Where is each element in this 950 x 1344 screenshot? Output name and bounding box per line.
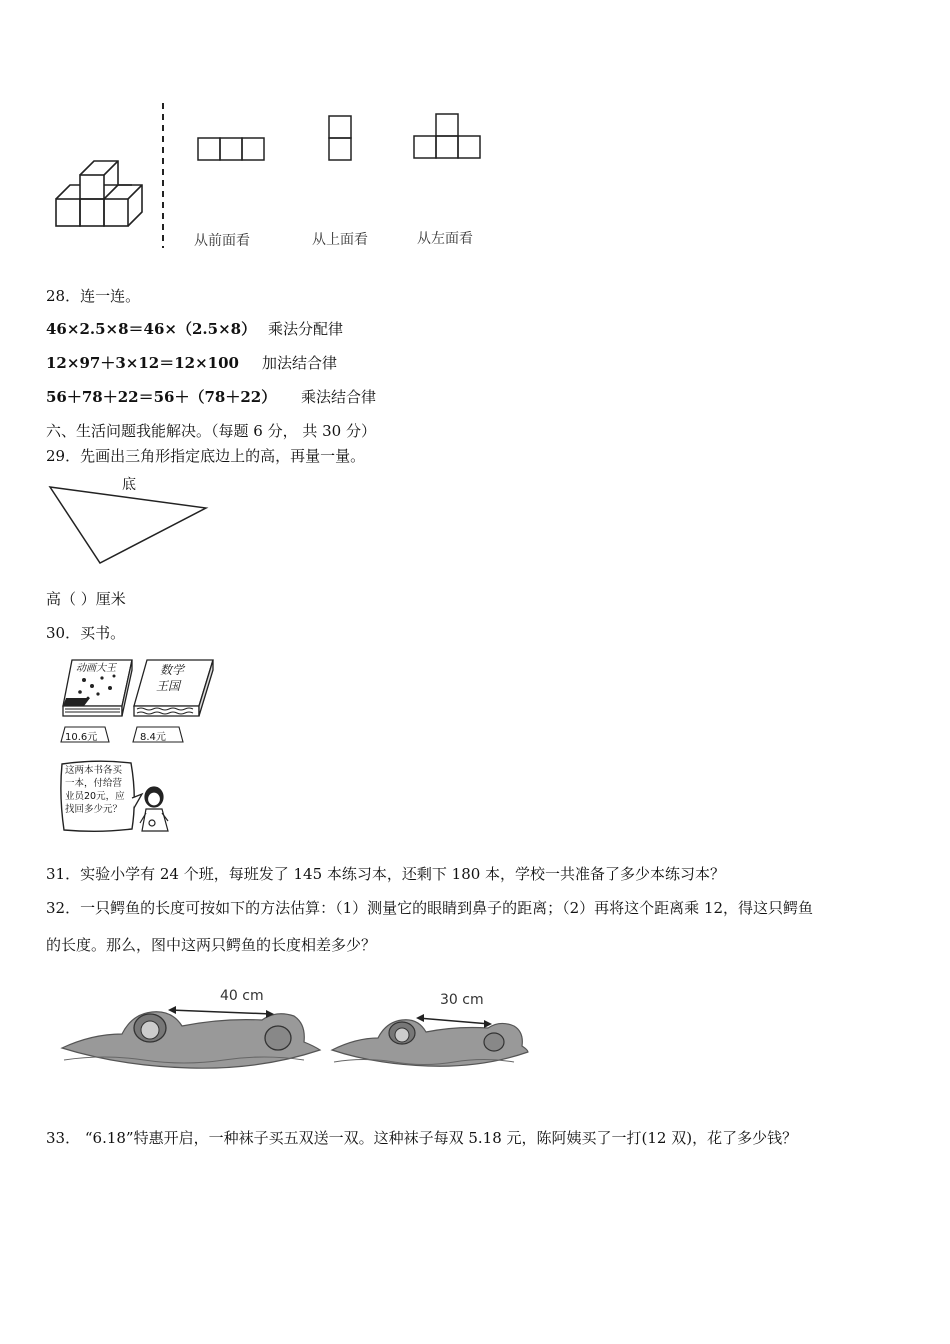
left-view-label: 从左面看 [417,231,473,247]
front-view-label: 从前面看 [194,233,250,249]
triangle-figure [48,484,210,566]
front-view-figure [197,137,267,162]
top-view-figure [328,115,354,163]
q28-law-3: 乘法结合律 [301,388,377,406]
q28-expr-3: 56＋78＋22＝56＋（78＋22） [46,388,277,406]
q31-text: 31．实验小学有 24 个班，每班发了 145 本练习本，还剩下 180 本，学校一共准备了多少本练习本？ [46,865,726,883]
q30-title: 30．买书。 [46,624,126,642]
book-2-title-line2: 王国 [156,679,181,693]
q28-expr-2: 12×97＋3×12＝12×100 [46,354,239,372]
q28-law-2: 加法结合律 [262,354,338,372]
q28-title: 28．连一连。 [46,287,141,305]
cube-stack-figure [50,155,160,235]
q28-law-1: 乘法分配律 [268,320,344,338]
triangle-base-label: 底 [122,477,136,493]
book-2-title-line1: 数学 [160,663,185,677]
girl-figure [138,785,174,835]
book-1-price: 10.6元 [65,732,98,743]
q29-answer: 高（ ）厘米 [46,590,126,608]
left-view-figure [413,113,483,161]
q32-line2: 的长度。那么，图中这两只鳄鱼的长度相差多少？ [46,936,377,954]
book-1-title [76,659,116,674]
dashed-divider [160,103,166,248]
crocodile-2-figure [330,1000,530,1080]
q33-text: 33． “6.18”特惠开启，一种袜子买五双送一双。这种袜子每双 5.18 元，陈阿姨买了一打(12 双)，花了多少钱？ [46,1129,798,1147]
q29-title: 29．先画出三角形指定底边上的高，再量一量。 [46,447,366,465]
book-1-title-line2: 大王 [96,663,116,674]
top-view-label: 从上面看 [312,232,368,248]
section6-title: 六、生活问题我能解决。（每题 6 分， 共 30 分） [46,422,376,440]
q32-line1: 32．一只鳄鱼的长度可按如下的方法估算：（1）测量它的眼睛到鼻子的距离；（2）再将这个距离乘 12，得这只鳄鱼 [46,899,814,917]
q28-expr-1: 46×2.5×8＝46×（2.5×8） [46,320,257,338]
speech-text: 这两本书各买一本，付给营业员20元，应找回多少元？ [65,765,125,815]
crocodile-1-figure [60,990,325,1080]
book-2-price: 8.4元 [140,732,166,743]
book-1-title-line1: 动画 [76,663,96,674]
crocodile-1-label: 40 cm [220,988,264,1004]
crocodile-2-label: 30 cm [440,992,484,1008]
